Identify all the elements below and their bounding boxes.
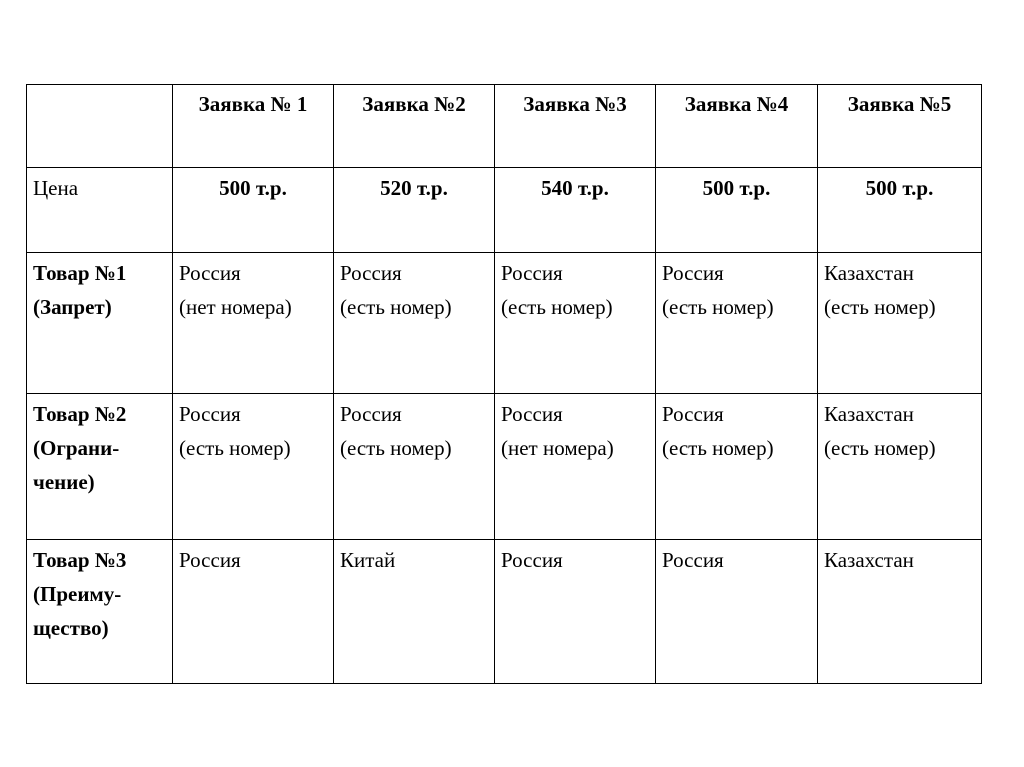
goods-label-line: щество) xyxy=(33,616,109,640)
price-cell-bid-2: 520 т.р. xyxy=(334,168,495,253)
origin-note: (есть номер) xyxy=(662,295,774,319)
goods-row-1 xyxy=(27,253,982,394)
origin-country: Казахстан xyxy=(824,402,914,426)
origin-country: Россия xyxy=(179,402,241,426)
origin-country: Китай xyxy=(340,548,396,572)
goods-3-cell-bid-3 xyxy=(495,540,656,684)
origin-country: Россия xyxy=(179,261,241,285)
origin-country: Казахстан xyxy=(824,548,914,572)
header-cell-bid-5: Заявка №5 xyxy=(818,85,982,168)
origin-note: (нет номера) xyxy=(179,295,292,319)
origin-country: Россия xyxy=(179,548,241,572)
goods-label-line: Товар №1 xyxy=(33,261,127,285)
origin-country: Россия xyxy=(501,402,563,426)
header-cell-bid-1: Заявка № 1 xyxy=(173,85,334,168)
goods-2-cell-bid-2 xyxy=(334,394,495,540)
header-cell-bid-4: Заявка №4 xyxy=(656,85,818,168)
origin-country: Россия xyxy=(662,402,724,426)
goods-2-cell-bid-1 xyxy=(173,394,334,540)
goods-1-cell-bid-5 xyxy=(818,253,982,394)
header-row xyxy=(27,85,982,168)
goods-label-line: чение) xyxy=(33,470,95,494)
goods-label-2 xyxy=(27,394,173,540)
goods-1-cell-bid-2 xyxy=(334,253,495,394)
goods-row-3 xyxy=(27,540,982,684)
price-cell-bid-5: 500 т.р. xyxy=(818,168,982,253)
goods-1-cell-bid-3 xyxy=(495,253,656,394)
origin-note: (есть номер) xyxy=(824,436,936,460)
goods-label-line: (Преиму- xyxy=(33,582,122,606)
goods-label-line: (Запрет) xyxy=(33,295,112,319)
price-row xyxy=(27,168,982,253)
goods-1-cell-bid-1 xyxy=(173,253,334,394)
goods-3-cell-bid-4 xyxy=(656,540,818,684)
bids-comparison-table xyxy=(26,84,982,684)
origin-country: Россия xyxy=(662,548,724,572)
origin-country: Россия xyxy=(501,548,563,572)
goods-label-line: Товар №3 xyxy=(33,548,127,572)
price-cell-bid-4: 500 т.р. xyxy=(656,168,818,253)
goods-label-line: Товар №2 xyxy=(33,402,127,426)
goods-3-cell-bid-1 xyxy=(173,540,334,684)
goods-label-1 xyxy=(27,253,173,394)
goods-3-cell-bid-2 xyxy=(334,540,495,684)
origin-note: (есть номер) xyxy=(501,295,613,319)
goods-label-line: (Ограни- xyxy=(33,436,120,460)
goods-1-cell-bid-4 xyxy=(656,253,818,394)
goods-label-3 xyxy=(27,540,173,684)
origin-note: (есть номер) xyxy=(662,436,774,460)
origin-country: Россия xyxy=(662,261,724,285)
origin-note: (есть номер) xyxy=(824,295,936,319)
header-cell-bid-3: Заявка №3 xyxy=(495,85,656,168)
origin-note: (есть номер) xyxy=(340,436,452,460)
goods-2-cell-bid-4 xyxy=(656,394,818,540)
origin-note: (есть номер) xyxy=(179,436,291,460)
price-cell-bid-1: 500 т.р. xyxy=(173,168,334,253)
goods-3-cell-bid-5 xyxy=(818,540,982,684)
origin-note: (есть номер) xyxy=(340,295,452,319)
price-cell-bid-3: 540 т.р. xyxy=(495,168,656,253)
origin-country: Россия xyxy=(501,261,563,285)
goods-row-2 xyxy=(27,394,982,540)
price-label: Цена xyxy=(27,168,173,253)
header-cell-bid-2: Заявка №2 xyxy=(334,85,495,168)
origin-country: Россия xyxy=(340,261,402,285)
corner-cell xyxy=(27,85,173,168)
goods-2-cell-bid-3 xyxy=(495,394,656,540)
origin-country: Казахстан xyxy=(824,261,914,285)
origin-country: Россия xyxy=(340,402,402,426)
goods-2-cell-bid-5 xyxy=(818,394,982,540)
origin-note: (нет номера) xyxy=(501,436,614,460)
